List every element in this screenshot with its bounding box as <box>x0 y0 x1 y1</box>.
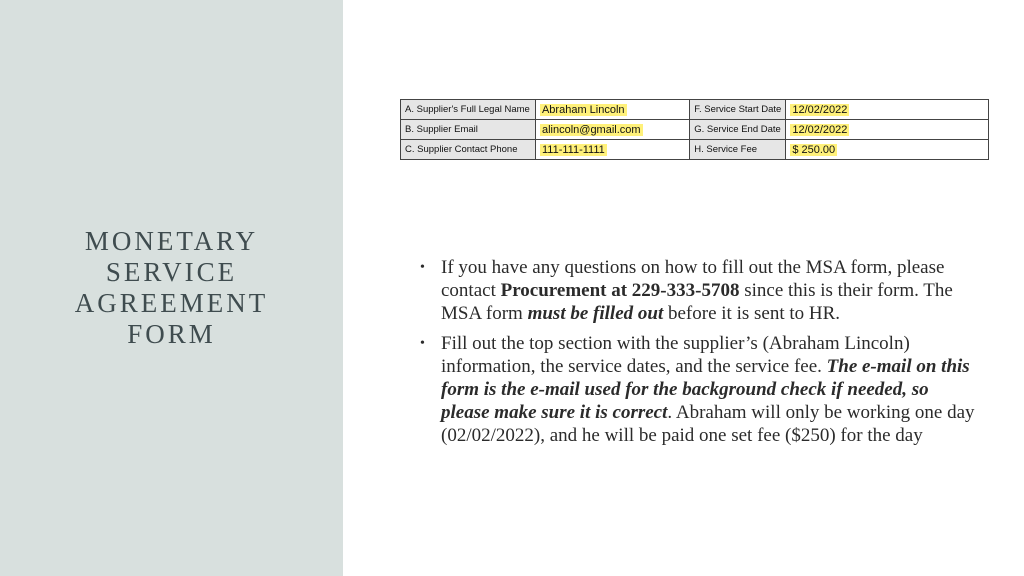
email-note: The e-mail on this form is the e-mail used for the background check if needed, so please make sure it is correct <box>441 356 970 423</box>
service-fee-label: H. Service Fee <box>690 140 786 160</box>
supplier-phone-value: 111-111-1111 <box>535 140 689 160</box>
supplier-phone-label: C. Supplier Contact Phone <box>401 140 536 160</box>
service-end-value: 12/02/2022 <box>786 120 989 140</box>
title-panel <box>0 0 343 576</box>
table-row <box>401 140 989 160</box>
slide-title-line: SERVICE <box>105 257 238 287</box>
slide-title-line: FORM <box>127 319 216 349</box>
list-item: • If you have any questions on how to fill out the MSA form, please contact Procurement at 229-333-5708 since this is their form. The MSA form must be filled out before it is sent to HR. <box>420 256 980 325</box>
msa-form-table <box>400 99 989 160</box>
slide-title-line: MONETARY <box>84 226 259 256</box>
slide-title <box>0 226 343 350</box>
supplier-name-label: A. Supplier's Full Legal Name <box>401 100 536 120</box>
supplier-email-value: alincoln@gmail.com <box>535 120 689 140</box>
supplier-name-value: Abraham Lincoln <box>535 100 689 120</box>
instruction-list <box>420 256 980 454</box>
table-row <box>401 120 989 140</box>
procurement-contact: Procurement at 229-333-5708 <box>500 280 740 301</box>
supplier-email-label: B. Supplier Email <box>401 120 536 140</box>
service-start-label: F. Service Start Date <box>690 100 786 120</box>
slide-title-line: AGREEMENT <box>74 288 269 318</box>
service-fee-value: $ 250.00 <box>786 140 989 160</box>
list-item: • Fill out the top section with the supplier’s (Abraham Lincoln) information, the service dates, and the service fee. The e-mail on this form is the e-mail used for the background check if needed, so please make sure it is correct. Abraham will only be working one day (02/02/2022), and he will be paid one set fee ($250) for the day <box>420 332 980 447</box>
table-row <box>401 100 989 120</box>
service-end-label: G. Service End Date <box>690 120 786 140</box>
service-start-value: 12/02/2022 <box>786 100 989 120</box>
emphasis-text: must be filled out <box>527 303 664 324</box>
